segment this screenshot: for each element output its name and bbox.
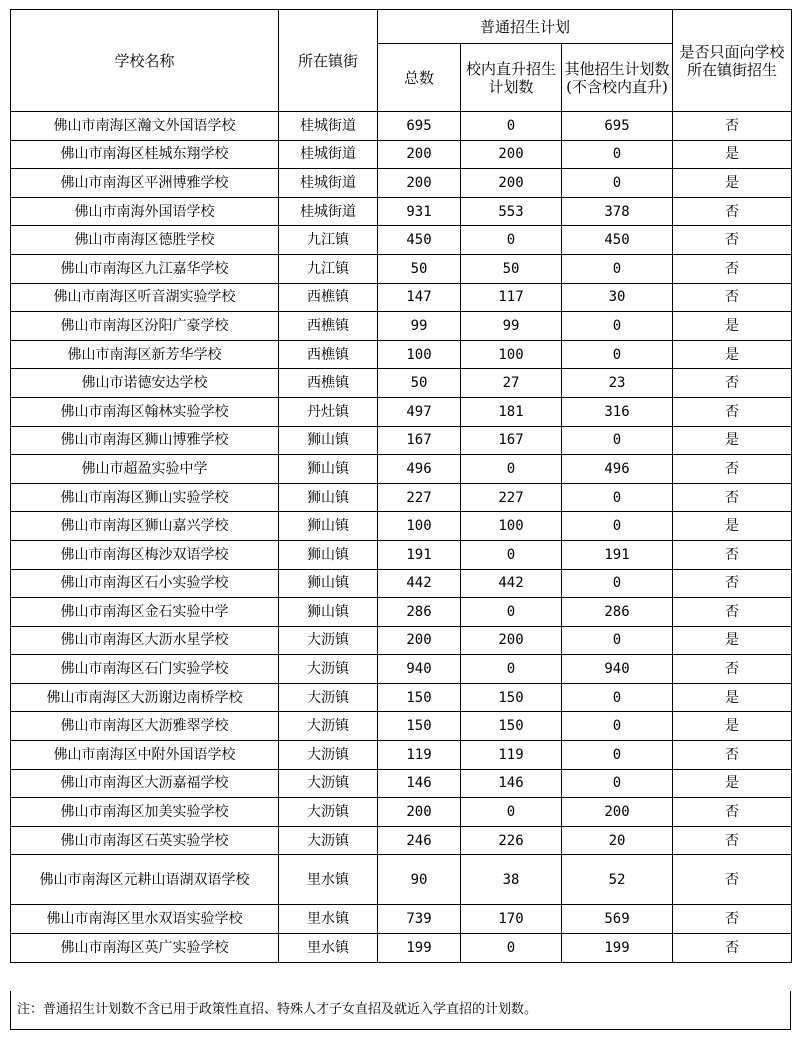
table-row	[11, 626, 792, 655]
table-row	[11, 483, 792, 512]
direct-cell: 226	[461, 826, 562, 855]
table-row	[11, 855, 792, 905]
direct-cell: 170	[461, 905, 562, 934]
direct-cell: 150	[461, 712, 562, 741]
local-only-cell: 是	[673, 340, 792, 369]
total-cell: 931	[378, 197, 461, 226]
school-name-cell: 佛山市南海区元耕山语湖双语学校	[11, 855, 279, 905]
table-row	[11, 283, 792, 312]
school-name-cell: 佛山市南海区桂城东翔学校	[11, 140, 279, 169]
local-only-cell: 否	[673, 934, 792, 963]
direct-cell: 442	[461, 569, 562, 598]
direct-cell: 200	[461, 626, 562, 655]
street-cell: 大沥镇	[279, 798, 378, 827]
other-cell: 0	[562, 626, 673, 655]
total-cell: 695	[378, 112, 461, 141]
footnote: 注：普通招生计划数不含已用于政策性直招、特殊人才子女直招及就近入学直招的计划数。	[10, 991, 791, 1030]
total-cell: 200	[378, 169, 461, 198]
table-row	[11, 455, 792, 484]
local-only-cell: 是	[673, 426, 792, 455]
school-name-cell: 佛山市南海区九江嘉华学校	[11, 254, 279, 283]
direct-cell: 0	[461, 934, 562, 963]
other-cell: 0	[562, 140, 673, 169]
local-only-cell: 是	[673, 169, 792, 198]
street-cell: 西樵镇	[279, 369, 378, 398]
total-cell: 739	[378, 905, 461, 934]
street-cell: 狮山镇	[279, 483, 378, 512]
table-row	[11, 655, 792, 684]
school-name-cell: 佛山市南海区金石实验中学	[11, 598, 279, 627]
street-cell: 九江镇	[279, 254, 378, 283]
total-cell: 450	[378, 226, 461, 255]
school-name-cell: 佛山市南海区加美实验学校	[11, 798, 279, 827]
table-row	[11, 934, 792, 963]
table-row	[11, 254, 792, 283]
table-row	[11, 140, 792, 169]
total-cell: 119	[378, 741, 461, 770]
total-cell: 50	[378, 369, 461, 398]
total-cell: 442	[378, 569, 461, 598]
table-row	[11, 769, 792, 798]
header-school-name: 学校名称	[11, 10, 279, 112]
total-cell: 940	[378, 655, 461, 684]
table-row	[11, 712, 792, 741]
direct-cell: 150	[461, 683, 562, 712]
direct-cell: 0	[461, 598, 562, 627]
header-direct: 校内直升招生计划数	[461, 44, 562, 112]
street-cell: 里水镇	[279, 934, 378, 963]
other-cell: 0	[562, 769, 673, 798]
local-only-cell: 否	[673, 254, 792, 283]
other-cell: 20	[562, 826, 673, 855]
total-cell: 200	[378, 798, 461, 827]
header-plan-group: 普通招生计划	[378, 10, 673, 44]
local-only-cell: 否	[673, 598, 792, 627]
total-cell: 100	[378, 340, 461, 369]
school-name-cell: 佛山市诺德安达学校	[11, 369, 279, 398]
local-only-cell: 否	[673, 226, 792, 255]
local-only-cell: 否	[673, 826, 792, 855]
street-cell: 大沥镇	[279, 741, 378, 770]
local-only-cell: 是	[673, 140, 792, 169]
table-row	[11, 226, 792, 255]
total-cell: 167	[378, 426, 461, 455]
direct-cell: 200	[461, 169, 562, 198]
other-cell: 0	[562, 312, 673, 341]
school-name-cell: 佛山市南海区石英实验学校	[11, 826, 279, 855]
school-name-cell: 佛山市南海区翰林实验学校	[11, 397, 279, 426]
school-name-cell: 佛山市南海区瀚文外国语学校	[11, 112, 279, 141]
local-only-cell: 是	[673, 712, 792, 741]
local-only-cell: 否	[673, 455, 792, 484]
other-cell: 191	[562, 540, 673, 569]
street-cell: 狮山镇	[279, 426, 378, 455]
other-cell: 0	[562, 426, 673, 455]
header-street: 所在镇街	[279, 10, 378, 112]
other-cell: 316	[562, 397, 673, 426]
direct-cell: 27	[461, 369, 562, 398]
local-only-cell: 否	[673, 569, 792, 598]
local-only-cell: 是	[673, 626, 792, 655]
street-cell: 大沥镇	[279, 712, 378, 741]
other-cell: 0	[562, 683, 673, 712]
school-name-cell: 佛山市南海区听音湖实验学校	[11, 283, 279, 312]
other-cell: 940	[562, 655, 673, 684]
total-cell: 200	[378, 140, 461, 169]
school-name-cell: 佛山市南海外国语学校	[11, 197, 279, 226]
table-row	[11, 569, 792, 598]
school-name-cell: 佛山市南海区德胜学校	[11, 226, 279, 255]
other-cell: 0	[562, 712, 673, 741]
school-name-cell: 佛山市南海区石小实验学校	[11, 569, 279, 598]
local-only-cell: 是	[673, 312, 792, 341]
local-only-cell: 否	[673, 483, 792, 512]
local-only-cell: 否	[673, 197, 792, 226]
local-only-cell: 否	[673, 798, 792, 827]
other-cell: 23	[562, 369, 673, 398]
school-name-cell: 佛山市南海区中附外国语学校	[11, 741, 279, 770]
direct-cell: 553	[461, 197, 562, 226]
total-cell: 286	[378, 598, 461, 627]
school-name-cell: 佛山市南海区汾阳广豪学校	[11, 312, 279, 341]
table-row	[11, 169, 792, 198]
table-row	[11, 741, 792, 770]
table-row	[11, 426, 792, 455]
other-cell: 0	[562, 512, 673, 541]
other-cell: 450	[562, 226, 673, 255]
direct-cell: 0	[461, 798, 562, 827]
direct-cell: 0	[461, 540, 562, 569]
total-cell: 150	[378, 712, 461, 741]
table-row	[11, 683, 792, 712]
header-total: 总数	[378, 44, 461, 112]
street-cell: 西樵镇	[279, 283, 378, 312]
school-name-cell: 佛山市南海区大沥嘉福学校	[11, 769, 279, 798]
total-cell: 496	[378, 455, 461, 484]
direct-cell: 38	[461, 855, 562, 905]
total-cell: 246	[378, 826, 461, 855]
direct-cell: 99	[461, 312, 562, 341]
school-name-cell: 佛山市南海区大沥谢边南桥学校	[11, 683, 279, 712]
total-cell: 147	[378, 283, 461, 312]
local-only-cell: 否	[673, 283, 792, 312]
local-only-cell: 否	[673, 369, 792, 398]
enrollment-plan-table	[10, 9, 792, 963]
direct-cell: 119	[461, 741, 562, 770]
street-cell: 桂城街道	[279, 197, 378, 226]
header-other: 其他招生计划数(不含校内直升)	[562, 44, 673, 112]
direct-cell: 117	[461, 283, 562, 312]
direct-cell: 181	[461, 397, 562, 426]
direct-cell: 227	[461, 483, 562, 512]
table-row	[11, 905, 792, 934]
street-cell: 狮山镇	[279, 569, 378, 598]
table-row	[11, 112, 792, 141]
school-name-cell: 佛山市南海区大沥水星学校	[11, 626, 279, 655]
local-only-cell: 否	[673, 741, 792, 770]
table-row	[11, 826, 792, 855]
local-only-cell: 否	[673, 905, 792, 934]
street-cell: 大沥镇	[279, 683, 378, 712]
table-row	[11, 540, 792, 569]
street-cell: 狮山镇	[279, 455, 378, 484]
other-cell: 695	[562, 112, 673, 141]
other-cell: 378	[562, 197, 673, 226]
total-cell: 150	[378, 683, 461, 712]
direct-cell: 146	[461, 769, 562, 798]
street-cell: 狮山镇	[279, 540, 378, 569]
other-cell: 496	[562, 455, 673, 484]
local-only-cell: 是	[673, 769, 792, 798]
street-cell: 桂城街道	[279, 169, 378, 198]
table-row	[11, 397, 792, 426]
total-cell: 200	[378, 626, 461, 655]
local-only-cell: 否	[673, 112, 792, 141]
total-cell: 100	[378, 512, 461, 541]
other-cell: 0	[562, 254, 673, 283]
total-cell: 99	[378, 312, 461, 341]
street-cell: 九江镇	[279, 226, 378, 255]
table-body	[11, 112, 792, 963]
total-cell: 146	[378, 769, 461, 798]
total-cell: 497	[378, 397, 461, 426]
direct-cell: 100	[461, 340, 562, 369]
local-only-cell: 否	[673, 655, 792, 684]
table-row	[11, 340, 792, 369]
direct-cell: 0	[461, 226, 562, 255]
other-cell: 0	[562, 169, 673, 198]
direct-cell: 200	[461, 140, 562, 169]
street-cell: 狮山镇	[279, 512, 378, 541]
street-cell: 丹灶镇	[279, 397, 378, 426]
street-cell: 大沥镇	[279, 769, 378, 798]
other-cell: 0	[562, 569, 673, 598]
other-cell: 0	[562, 483, 673, 512]
school-name-cell: 佛山市南海区里水双语实验学校	[11, 905, 279, 934]
direct-cell: 0	[461, 655, 562, 684]
local-only-cell: 否	[673, 540, 792, 569]
other-cell: 0	[562, 741, 673, 770]
school-name-cell: 佛山市南海区梅沙双语学校	[11, 540, 279, 569]
street-cell: 桂城街道	[279, 140, 378, 169]
table-row	[11, 369, 792, 398]
school-name-cell: 佛山市南海区新芳华学校	[11, 340, 279, 369]
street-cell: 狮山镇	[279, 598, 378, 627]
total-cell: 50	[378, 254, 461, 283]
other-cell: 0	[562, 340, 673, 369]
school-name-cell: 佛山市南海区狮山博雅学校	[11, 426, 279, 455]
other-cell: 52	[562, 855, 673, 905]
total-cell: 90	[378, 855, 461, 905]
street-cell: 大沥镇	[279, 655, 378, 684]
direct-cell: 50	[461, 254, 562, 283]
school-name-cell: 佛山市南海区狮山实验学校	[11, 483, 279, 512]
header-local-only: 是否只面向学校所在镇街招生	[673, 10, 792, 112]
street-cell: 西樵镇	[279, 340, 378, 369]
other-cell: 30	[562, 283, 673, 312]
table-row	[11, 798, 792, 827]
street-cell: 桂城街道	[279, 112, 378, 141]
total-cell: 191	[378, 540, 461, 569]
school-name-cell: 佛山市超盈实验中学	[11, 455, 279, 484]
total-cell: 227	[378, 483, 461, 512]
other-cell: 286	[562, 598, 673, 627]
school-name-cell: 佛山市南海区石门实验学校	[11, 655, 279, 684]
school-name-cell: 佛山市南海区狮山嘉兴学校	[11, 512, 279, 541]
table-row	[11, 598, 792, 627]
direct-cell: 100	[461, 512, 562, 541]
street-cell: 大沥镇	[279, 826, 378, 855]
street-cell: 西樵镇	[279, 312, 378, 341]
table-row	[11, 312, 792, 341]
school-name-cell: 佛山市南海区大沥雅翠学校	[11, 712, 279, 741]
direct-cell: 167	[461, 426, 562, 455]
street-cell: 里水镇	[279, 855, 378, 905]
other-cell: 200	[562, 798, 673, 827]
direct-cell: 0	[461, 112, 562, 141]
other-cell: 569	[562, 905, 673, 934]
direct-cell: 0	[461, 455, 562, 484]
table-row	[11, 197, 792, 226]
local-only-cell: 是	[673, 683, 792, 712]
local-only-cell: 否	[673, 855, 792, 905]
street-cell: 里水镇	[279, 905, 378, 934]
local-only-cell: 是	[673, 512, 792, 541]
other-cell: 199	[562, 934, 673, 963]
street-cell: 大沥镇	[279, 626, 378, 655]
table-row	[11, 512, 792, 541]
school-name-cell: 佛山市南海区平洲博雅学校	[11, 169, 279, 198]
school-name-cell: 佛山市南海区英广实验学校	[11, 934, 279, 963]
local-only-cell: 否	[673, 397, 792, 426]
total-cell: 199	[378, 934, 461, 963]
